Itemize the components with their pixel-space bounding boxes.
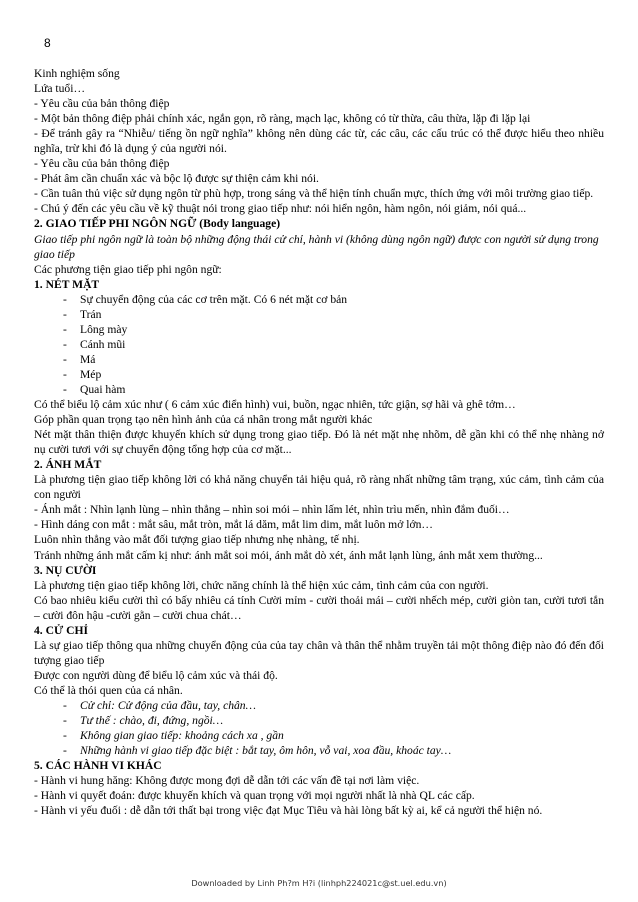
list-item: - Những hành vi giao tiếp đặc biệt : bắt tay, ôm hôn, vỗ vai, xoa đầu, khoác tay… xyxy=(34,743,604,758)
intro-line: - Cần tuân thủ việc sử dụng ngôn từ phù hợp, trong sáng và thể hiện tính chuẩn mực, thích ứng với môi trường giao tiếp. xyxy=(34,187,594,201)
face-line: Nét mặt thân thiện được khuyến khích sử dụng trong giao tiếp. Đó là nét mặt nhẹ nhõm, dễ gần khi có thể nhẹ nhàng nở nụ cười tươi với sự chuyển động tổng hợp của cơ mặt... xyxy=(34,428,604,457)
intro-line: - Một bản thông điệp phải chính xác, ngắn gọn, rõ ràng, mạch lạc, không có từ thừa, câu thừa, lặp đi lặp lại xyxy=(34,112,531,126)
smile-heading: 3. NỤ CƯỜI xyxy=(34,563,97,577)
gesture-heading: 4. CỬ CHỈ xyxy=(34,623,88,637)
intro-line: - Yêu cầu của bản thông điệp xyxy=(34,157,170,171)
list-item: - Không gian giao tiếp: khoảng cách xa , gần xyxy=(34,728,604,743)
download-footer: Downloaded by Linh Ph?m H?i (linhph224021c@st.uel.edu.vn) xyxy=(191,878,447,888)
list-item: - Quai hàm xyxy=(34,382,604,397)
eyes-heading: 2. ÁNH MẮT xyxy=(34,458,102,472)
other-line: - Hành vi yếu đuối : dễ dẫn tới thất bại trong việc đạt Mục Tiêu và hài lòng bất kỳ ai, kể cả người thể hiện nó. xyxy=(34,804,543,818)
section-heading: 2. GIAO TIẾP PHI NGÔN NGỮ (Body language) xyxy=(34,217,281,231)
list-item: - Sự chuyển động của các cơ trên mặt. Có 6 nét mặt cơ bản xyxy=(34,292,604,307)
intro-line: - Chú ý đến các yêu cầu về kỹ thuật nói trong giao tiếp như: nói hiển ngôn, hàm ngôn, nói giảm, nói quá... xyxy=(34,202,527,216)
face-heading: 1. NÉT MẶT xyxy=(34,277,100,291)
gesture-line: Được con người dùng để biểu lộ cảm xúc và thái độ. xyxy=(34,668,278,682)
intro-block xyxy=(34,66,604,216)
eyes-line: - Ánh mắt : Nhìn lạnh lùng – nhìn thẳng – nhìn soi mói – nhìn lấm lét, nhìn trìu mến, nhìn đắm đuối… xyxy=(34,503,510,517)
intro-line: Lứa tuổi… xyxy=(34,82,86,96)
other-line: - Hành vi quyết đoán: được khuyến khích và quan trọng với mọi người nhất là nhà QL các cấp. xyxy=(34,789,475,803)
other-heading: 5. CÁC HÀNH VI KHÁC xyxy=(34,759,162,773)
intro-line: - Yêu cầu của bản thông điệp xyxy=(34,97,170,111)
list-item: - Tư thế : chào, đi, đứng, ngồi… xyxy=(34,713,604,728)
eyes-line: Luôn nhìn thẳng vào mắt đối tượng giao tiếp nhưng nhẹ nhàng, tế nhị. xyxy=(34,533,360,547)
section-definition: Giao tiếp phi ngôn ngữ là toàn bộ những động thái cử chỉ, hành vi (không dùng ngôn ngữ) được con người sử dụng trong giao tiếp xyxy=(34,232,599,261)
gesture-list xyxy=(34,698,604,758)
eyes-line: Tránh những ánh mắt cấm kị như: ánh mắt soi mói, ánh mắt dò xét, ánh mắt lạnh lùng, ánh mắt xem thường... xyxy=(34,548,543,562)
gesture-line: Là sự giao tiếp thông qua những chuyển động của của tay chân và thân thể nhằm truyền tải một thông điệp nào đó đến đối tượng giao tiếp xyxy=(34,638,604,667)
list-item: - Má xyxy=(34,352,604,367)
face-list xyxy=(34,292,604,397)
face-line: Góp phần quan trọng tạo nên hình ảnh của cá nhân trong mắt người khác xyxy=(34,413,373,427)
page-body xyxy=(34,66,604,818)
list-item: - Cử chỉ: Cử động của đầu, tay, chân… xyxy=(34,698,604,713)
other-line: - Hành vi hung hăng: Không được mong đợi dễ dẫn tới các vấn đề tại nơi làm việc. xyxy=(34,774,420,788)
page-number: 8 xyxy=(44,36,51,50)
gesture-line: Có thể là thói quen của cá nhân. xyxy=(34,683,183,697)
face-line: Có thể biểu lộ cảm xúc như ( 6 cảm xúc điển hình) vui, buồn, ngạc nhiên, tức giận, sợ hãi và ghê tởm… xyxy=(34,398,516,412)
smile-line: Có bao nhiêu kiểu cười thì có bấy nhiêu cá tính Cười mỉm - cười thoải mái – cười nhếch mép, cười giòn tan, cười tươi tắn – cười đôn hậu -cười gằn – cười chua chát… xyxy=(34,593,604,622)
eyes-line: - Hình dáng con mắt : mắt sâu, mắt tròn, mắt lá dăm, mắt lim dim, mắt luôn mở lớn… xyxy=(34,518,433,532)
list-item: - Lông mày xyxy=(34,322,604,337)
eyes-line: Là phương tiện giao tiếp không lời có khả năng chuyển tải hiệu quả, rõ ràng nhất những tâm trạng, xúc cảm, tình cảm của con người xyxy=(34,473,604,502)
intro-line: Kinh nghiệm sống xyxy=(34,67,120,80)
list-item: - Mép xyxy=(34,367,604,382)
section-means: Các phương tiện giao tiếp phi ngôn ngữ: xyxy=(34,262,222,276)
list-item: - Cánh mũi xyxy=(34,337,604,352)
intro-line: - Để tránh gây ra “Nhiễu/ tiếng ồn ngữ nghĩa” không nên dùng các từ, các câu, các cấu trúc có thể được hiểu theo nhiều nghĩa, trừ khi đó là dụng ý của người nói. xyxy=(34,127,604,156)
smile-line: Là phương tiện giao tiếp không lời, chức năng chính là thể hiện xúc cảm, tình cảm của con người. xyxy=(34,578,489,592)
list-item: - Trán xyxy=(34,307,604,322)
intro-line: - Phát âm cần chuẩn xác và bộc lộ được sự thiện cảm khi nói. xyxy=(34,172,319,186)
